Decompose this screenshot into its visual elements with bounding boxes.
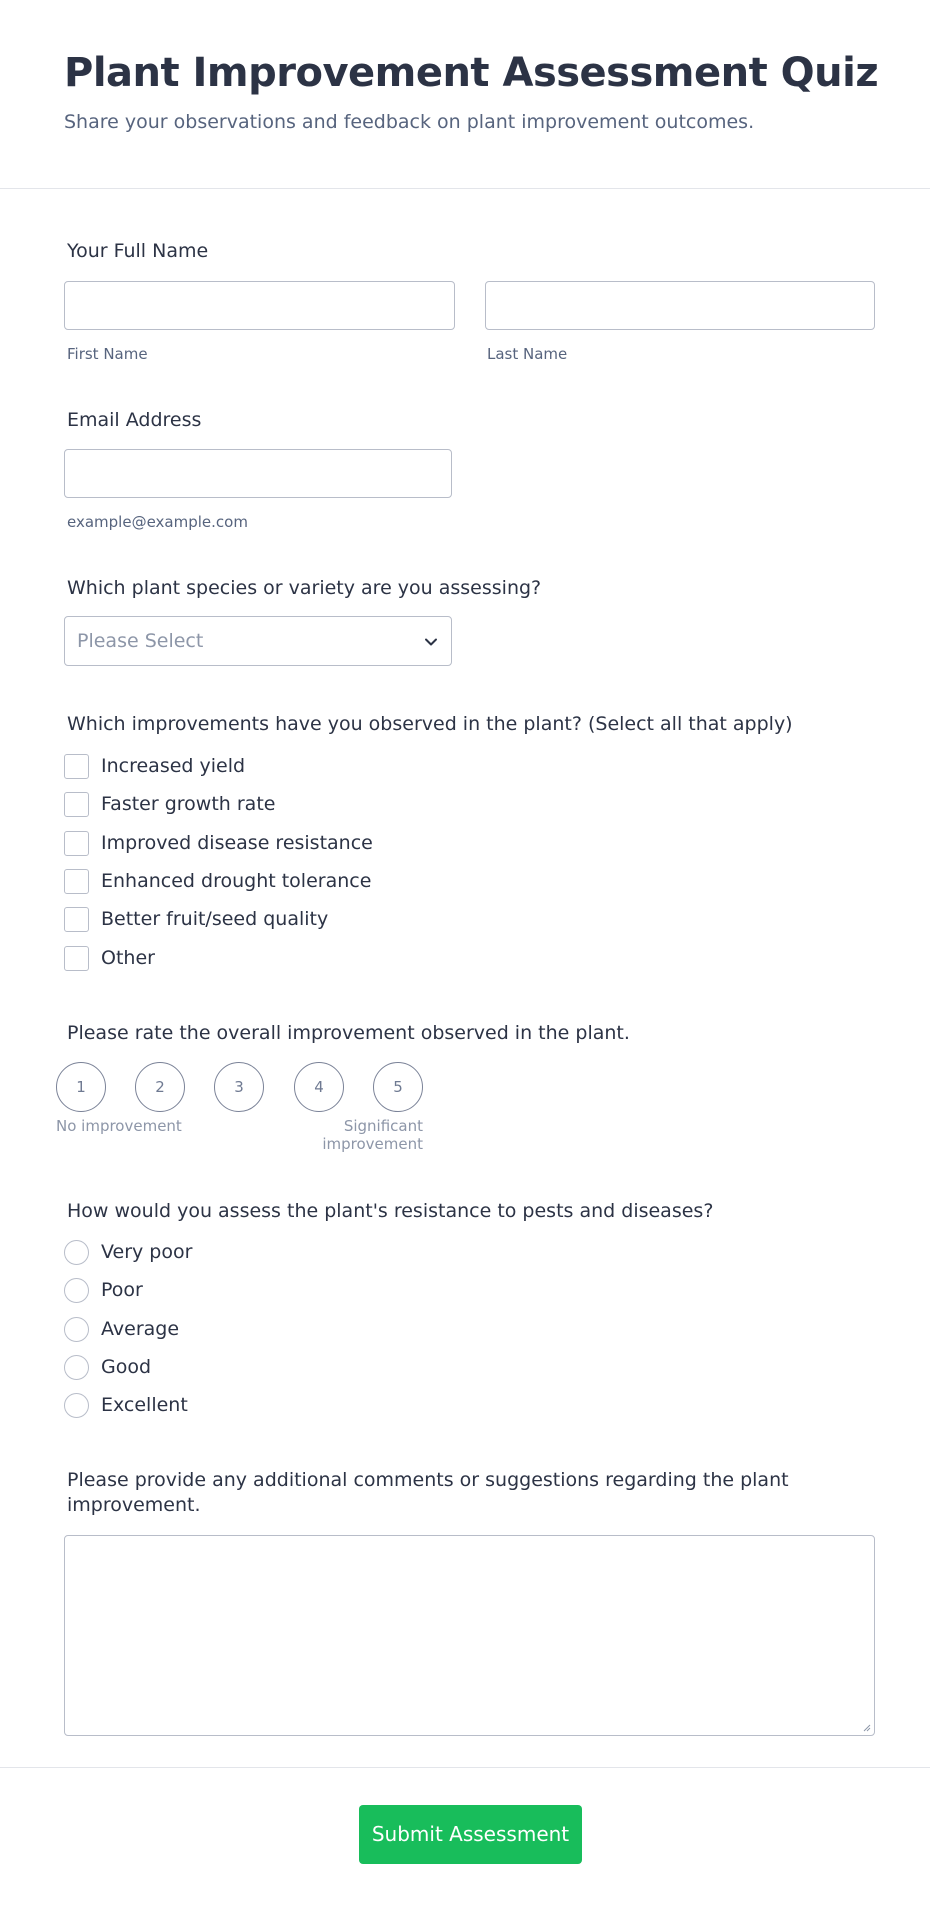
checkbox-label: Better fruit/seed quality [101, 908, 329, 930]
checkbox[interactable] [64, 946, 89, 971]
checkbox-label: Improved disease resistance [101, 832, 373, 854]
rating-label: Please rate the overall improvement observed in the plant. [67, 1022, 630, 1044]
radio-button[interactable] [64, 1317, 89, 1342]
species-selected-value: Please Select [77, 630, 204, 652]
improvements-label: Which improvements have you observed in the plant? (Select all that apply) [67, 713, 793, 735]
rating-option-5[interactable]: 5 [373, 1062, 423, 1112]
last-name-input[interactable] [485, 281, 875, 330]
radio-label: Average [101, 1318, 180, 1340]
footer-divider [0, 1767, 930, 1768]
checkbox-label: Other [101, 947, 155, 969]
page-title: Plant Improvement Assessment Quiz [64, 50, 879, 96]
rating-max-caption-line2: improvement [322, 1135, 423, 1153]
radio-label: Good [101, 1356, 152, 1378]
resistance-label: How would you assess the plant's resistance to pests and diseases? [67, 1200, 714, 1222]
species-dropdown[interactable] [64, 616, 452, 666]
radio-button[interactable] [64, 1240, 89, 1265]
radio-button[interactable] [64, 1393, 89, 1418]
first-name-sublabel: First Name [67, 345, 148, 363]
first-name-input[interactable] [64, 281, 455, 330]
comments-textarea[interactable] [64, 1535, 875, 1736]
comments-label-line1: Please provide any additional comments or suggestions regarding the plant [67, 1469, 789, 1491]
checkbox[interactable] [64, 754, 89, 779]
checkbox-label: Enhanced drought tolerance [101, 870, 372, 892]
checkbox-label: Faster growth rate [101, 793, 276, 815]
rating-option-3[interactable]: 3 [214, 1062, 264, 1112]
submit-button[interactable]: Submit Assessment [359, 1805, 582, 1864]
email-label: Email Address [67, 409, 202, 431]
resize-grip-icon[interactable] [861, 1722, 871, 1732]
comments-label-line2: improvement. [67, 1494, 201, 1516]
checkbox-label: Increased yield [101, 755, 246, 777]
page-subtitle: Share your observations and feedback on plant improvement outcomes. [64, 111, 755, 133]
email-sublabel: example@example.com [67, 513, 248, 531]
last-name-sublabel: Last Name [487, 345, 568, 363]
species-label: Which plant species or variety are you assessing? [67, 577, 542, 599]
rating-min-caption: No improvement [56, 1117, 182, 1135]
radio-button[interactable] [64, 1278, 89, 1303]
rating-max-caption-line1: Significant [343, 1117, 423, 1135]
radio-label: Poor [101, 1279, 143, 1301]
radio-button[interactable] [64, 1355, 89, 1380]
checkbox[interactable] [64, 792, 89, 817]
radio-label: Excellent [101, 1394, 188, 1416]
email-input[interactable] [64, 449, 452, 498]
checkbox[interactable] [64, 831, 89, 856]
rating-max-caption [322, 1117, 423, 1153]
checkbox[interactable] [64, 907, 89, 932]
rating-option-1[interactable]: 1 [56, 1062, 106, 1112]
form-header [0, 0, 930, 189]
rating-option-4[interactable]: 4 [294, 1062, 344, 1112]
chevron-down-icon [423, 634, 439, 650]
checkbox[interactable] [64, 869, 89, 894]
full-name-label: Your Full Name [67, 240, 209, 262]
radio-label: Very poor [101, 1241, 193, 1263]
rating-option-2[interactable]: 2 [135, 1062, 185, 1112]
